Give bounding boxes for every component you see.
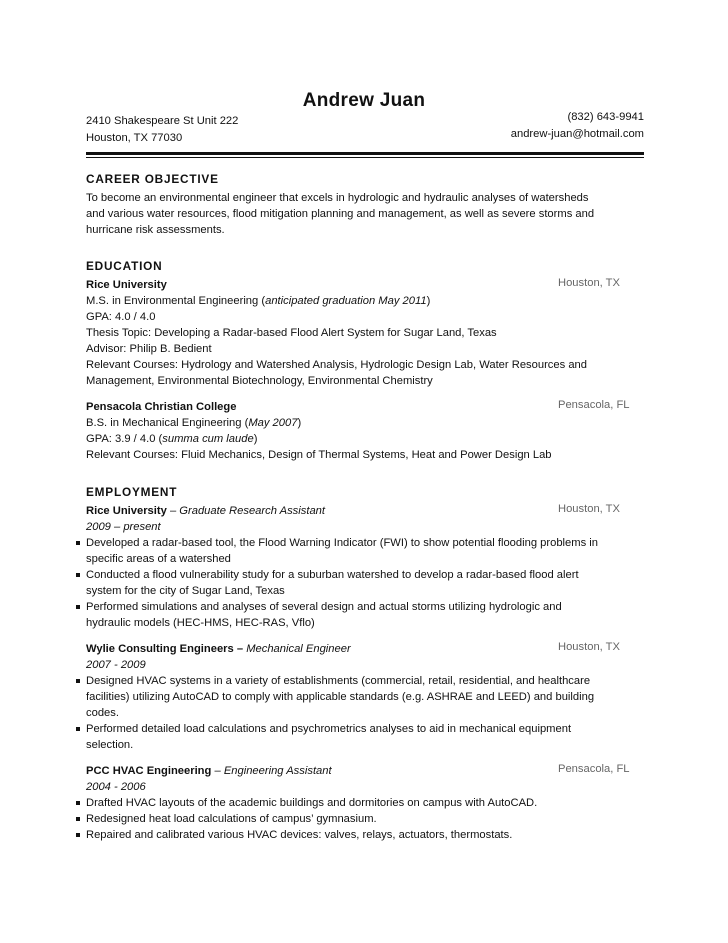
bullet-item [86, 567, 646, 599]
school-location: Houston, TX [558, 277, 620, 289]
objective-line: To become an environmental engineer that excels in hydrologic and hydraulic analyses of watersheds [86, 192, 589, 204]
school-name: Rice University [86, 279, 167, 291]
education-entry-rice [86, 277, 646, 389]
education-heading: EDUCATION [86, 259, 163, 273]
bullet-line: Repaired and calibrated various HVAC devices: valves, relays, actuators, thermostats. [86, 829, 513, 841]
bullet-line: codes. [86, 707, 119, 719]
candidate-name: Andrew Juan [302, 90, 426, 111]
email-address: andrew-juan@hotmail.com [510, 128, 644, 140]
degree-line [86, 415, 646, 431]
bullet-item [86, 535, 646, 567]
job-dates: 2009 – present [86, 521, 161, 533]
job-role: Engineering Assistant [223, 765, 332, 777]
title-separator: – [166, 505, 180, 517]
employer-name: Rice University [86, 505, 167, 517]
bullet-square-icon [76, 727, 80, 731]
education-entry-pcc [86, 399, 646, 463]
job-location: Houston, TX [558, 503, 620, 515]
job-role: Mechanical Engineer [246, 643, 351, 655]
bullet-item [86, 795, 646, 811]
employer-name: PCC HVAC Engineering [86, 765, 212, 777]
address-line-1: 2410 Shakespeare St Unit 222 [86, 115, 239, 127]
job-bullets [86, 535, 646, 631]
bullet-line: specific areas of a watershed [86, 553, 231, 565]
header-rule-thick [86, 152, 644, 155]
gpa-line [86, 431, 646, 447]
bullet-line: Designed HVAC systems in a variety of establishments (commercial, retail, residential, and healthcare [86, 675, 591, 687]
address-block [86, 113, 238, 147]
job-location: Pensacola, FL [558, 763, 630, 775]
objective-section [86, 172, 646, 238]
bullet-line: system for the city of Sugar Land, Texas [86, 585, 285, 597]
bullet-line: Performed detailed load calculations and psychrometrics analyses to aid in mechanical equipment [86, 723, 572, 735]
bullet-square-icon [76, 605, 80, 609]
education-section [86, 259, 646, 463]
bullet-item [86, 673, 646, 721]
bullet-item [86, 721, 646, 753]
bullet-line: Performed simulations and analyses of several design and actual storms utilizing hydrologic and [86, 601, 562, 613]
degree-line [86, 293, 646, 309]
employer-name: Wylie Consulting Engineers – [86, 643, 244, 655]
job-dates: 2007 - 2009 [86, 659, 146, 671]
header-rule-thin [86, 157, 644, 158]
school-name: Pensacola Christian College [86, 401, 237, 413]
bullet-line: selection. [86, 739, 134, 751]
bullet-item [86, 599, 646, 631]
thesis-line: Thesis Topic: Developing a Radar-based Flood Alert System for Sugar Land, Texas [86, 327, 497, 339]
courses-line: Relevant Courses: Fluid Mechanics, Design of Thermal Systems, Heat and Power Design Lab [86, 449, 552, 461]
gpa-text: GPA: 3.9 / 4.0 ( [86, 433, 163, 445]
degree-date: May 2007 [248, 417, 298, 429]
bullet-line: Redesigned heat load calculations of campus’ gymnasium. [86, 813, 377, 825]
bullet-square-icon [76, 679, 80, 683]
bullet-square-icon [76, 541, 80, 545]
degree-text: B.S. in Mechanical Engineering ( [86, 417, 249, 429]
degree-text-end: ) [426, 295, 431, 307]
degree-date: anticipated graduation May 2011 [265, 295, 427, 307]
school-location: Pensacola, FL [558, 399, 630, 411]
bullet-square-icon [76, 817, 80, 821]
degree-text-end: ) [297, 417, 302, 429]
job-entry-rice [86, 503, 646, 631]
objective-heading: CAREER OBJECTIVE [86, 172, 219, 186]
job-location: Houston, TX [558, 641, 620, 653]
bullet-line: hydraulic models (HEC-HMS, HEC-RAS, Vflo) [86, 617, 315, 629]
job-entry-pcc-hvac [86, 763, 646, 843]
advisor-line: Advisor: Philip B. Bedient [86, 343, 212, 355]
objective-text [86, 190, 646, 238]
job-entry-wylie [86, 641, 646, 753]
bullet-square-icon [76, 573, 80, 577]
bullet-line: Conducted a flood vulnerability study for a suburban watershed to develop a radar-based flood alert [86, 569, 579, 581]
job-dates: 2004 - 2006 [86, 781, 146, 793]
objective-line: hurricane risk assessments. [86, 224, 225, 236]
bullet-item [86, 827, 646, 843]
bullet-line: Developed a radar-based tool, the Flood Warning Indicator (FWI) to show potential flooding problems in [86, 537, 598, 549]
honors-text: summa cum laude [162, 433, 254, 445]
bullet-square-icon [76, 833, 80, 837]
courses-line: Relevant Courses: Hydrology and Watershed Analysis, Hydrologic Design Lab, Water Resources and [86, 359, 587, 371]
job-role: Graduate Research Assistant [179, 505, 326, 517]
courses-line: Management, Environmental Biotechnology, Environmental Chemistry [86, 375, 433, 387]
gpa-line: GPA: 4.0 / 4.0 [86, 311, 156, 323]
employment-section [86, 485, 646, 843]
phone-number: (832) 643-9941 [567, 111, 644, 123]
job-bullets [86, 795, 646, 843]
contact-block [511, 109, 644, 143]
objective-line: and various water resources, flood mitigation planning and management, as well as severe storms and [86, 208, 595, 220]
title-separator: – [211, 765, 224, 777]
employment-heading: EMPLOYMENT [86, 485, 178, 499]
job-bullets [86, 673, 646, 753]
gpa-text-end: ) [253, 433, 258, 445]
bullet-line: Drafted HVAC layouts of the academic buildings and dormitories on campus with AutoCAD. [86, 797, 538, 809]
address-line-2: Houston, TX 77030 [86, 132, 183, 144]
degree-text: M.S. in Environmental Engineering ( [86, 295, 266, 307]
bullet-square-icon [76, 801, 80, 805]
bullet-item [86, 811, 646, 827]
bullet-line: facilities) utilizing AutoCAD to comply with applicable standards (e.g. ASHRAE and LEED) and building [86, 691, 595, 703]
